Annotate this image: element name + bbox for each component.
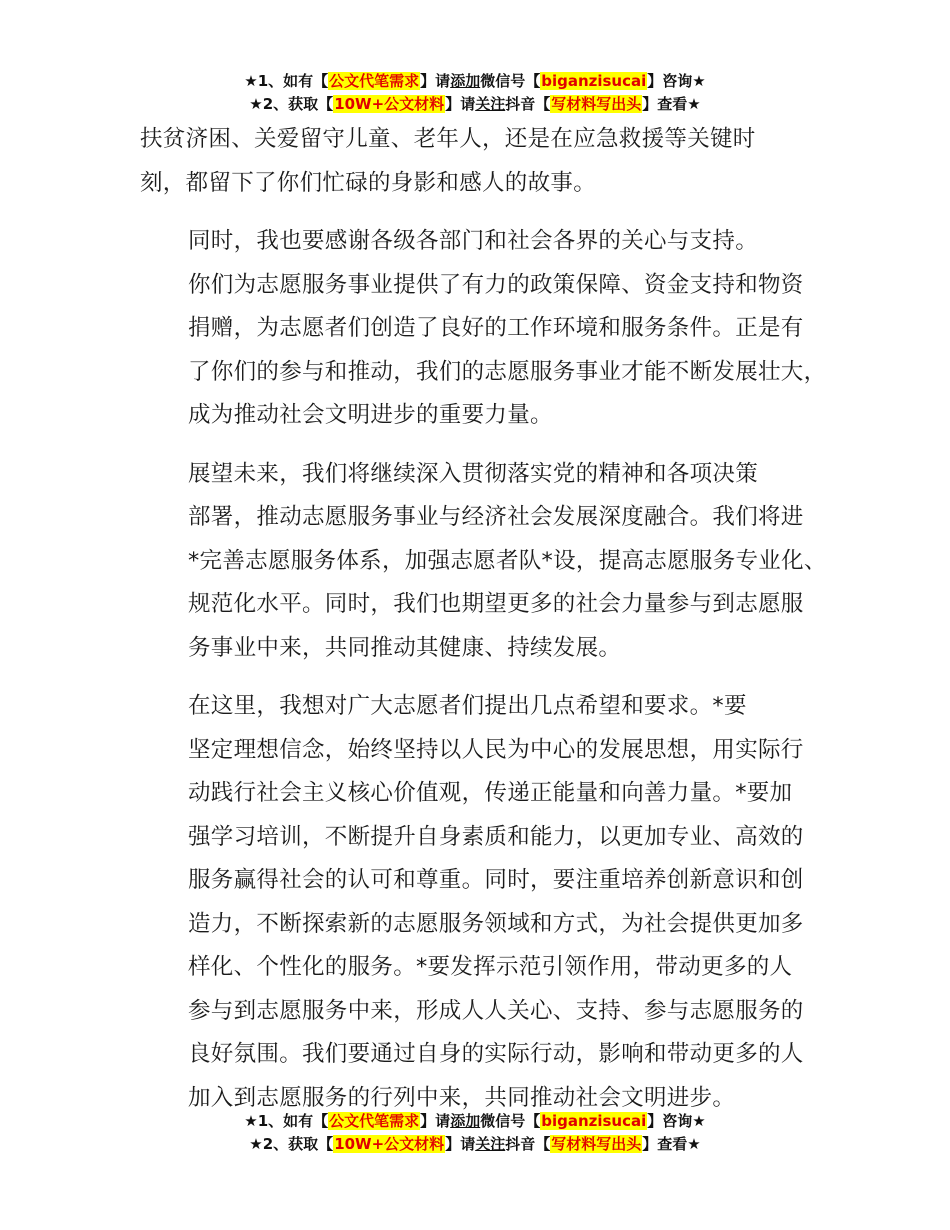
banner-line-1-highlight-wechat: biganzisucai xyxy=(541,72,647,90)
banner-line-2-mid: 】请 xyxy=(445,95,476,113)
footer-banner xyxy=(0,1110,950,1156)
text-line: 样化、个性化的服务。*要发挥示范引领作用，带动更多的人 xyxy=(188,954,793,980)
banner-line-1-action: 添加 xyxy=(450,1112,481,1130)
text-line: 规范化水平。同时，我们也期望更多的社会力量参与到志愿服 xyxy=(188,591,804,617)
banner-line-1-highlight-service: 公文代笔需求 xyxy=(329,1112,420,1130)
text-line: 部署，推动志愿服务事业与经济社会发展深度融合。我们将进 xyxy=(188,504,804,530)
banner-line-2-highlight-douyin: 写材料写出头 xyxy=(551,1135,642,1153)
text-line: 展望未来，我们将继续深入贯彻落实党的精神和各项决策 xyxy=(188,460,759,487)
banner-line-1-highlight-service: 公文代笔需求 xyxy=(329,72,420,90)
banner-line-2-suffix: 】查看★ xyxy=(642,1135,701,1153)
document-body xyxy=(140,118,840,1135)
banner-line-2-action: 关注 xyxy=(475,1135,506,1153)
text-line: 同时，我也要感谢各级各部门和社会各界的关心与支持。 xyxy=(188,228,759,254)
text-line: 强学习培训，不断提升自身素质和能力，以更加专业、高效的 xyxy=(188,823,804,850)
text-line: 你们为志愿服务事业提供了有力的政策保障、资金支持和物资 xyxy=(188,271,804,298)
banner-line-2-mid: 】请 xyxy=(445,1135,476,1153)
text-line: 加入到志愿服务的行列中来，共同推动社会文明进步。 xyxy=(188,1084,736,1111)
banner-line-1-suffix: 】咨询★ xyxy=(647,72,706,90)
banner-line-2-mid2: 抖音【 xyxy=(505,1135,551,1153)
banner-line-1 xyxy=(0,70,950,93)
banner-line-1-mid: 】请 xyxy=(420,72,451,90)
banner-line-2 xyxy=(0,93,950,116)
banner-line-2-highlight-materials: 10W+公文材料 xyxy=(334,95,445,113)
banner-line-1 xyxy=(0,1110,950,1133)
banner-line-2-highlight-materials: 10W+公文材料 xyxy=(334,1135,445,1153)
banner-line-2-suffix: 】查看★ xyxy=(642,95,701,113)
banner-line-1-mid: 】请 xyxy=(420,1112,451,1130)
text-line: 服务赢得社会的认可和尊重。同时，要注重培养创新意识和创 xyxy=(188,867,804,893)
paragraph-4 xyxy=(140,685,840,1120)
banner-line-1-highlight-wechat: biganzisucai xyxy=(541,1112,647,1130)
text-line: *完善志愿服务体系，加强志愿者队*设，提高志愿服务专业化、 xyxy=(188,547,827,574)
banner-line-2-mid2: 抖音【 xyxy=(505,95,551,113)
text-line: 成为推动社会文明进步的重要力量。 xyxy=(188,402,553,428)
paragraph-1 xyxy=(140,118,840,205)
banner-line-2-prefix: ★2、获取【 xyxy=(249,1135,334,1153)
text-line: 造力，不断探索新的志愿服务领域和方式，为社会提供更加多 xyxy=(188,910,804,937)
banner-line-1-action: 添加 xyxy=(450,72,481,90)
paragraph-3 xyxy=(140,453,840,671)
banner-line-1-mid2: 微信号【 xyxy=(480,72,541,90)
text-line: 坚定理想信念，始终坚持以人民为中心的发展思想，用实际行 xyxy=(188,736,804,763)
header-banner xyxy=(0,70,950,116)
banner-line-1-prefix: ★1、如有【 xyxy=(244,1112,329,1130)
banner-line-1-prefix: ★1、如有【 xyxy=(244,72,329,90)
text-line: 在这里，我想对广大志愿者们提出几点希望和要求。*要 xyxy=(188,693,747,719)
text-line: 务事业中来，共同推动其健康、持续发展。 xyxy=(188,634,622,661)
paragraph-2 xyxy=(140,220,840,438)
text-line: 参与到志愿服务中来，形成人人关心、支持、参与志愿服务的 xyxy=(188,997,804,1024)
banner-line-2-prefix: ★2、获取【 xyxy=(249,95,334,113)
banner-line-2 xyxy=(0,1133,950,1156)
banner-line-2-highlight-douyin: 写材料写出头 xyxy=(551,95,642,113)
text-line: 良好氛围。我们要通过自身的实际行动，影响和带动更多的人 xyxy=(188,1041,804,1067)
text-line: 了你们的参与和推动，我们的志愿服务事业才能不断发展壮大， xyxy=(188,358,827,385)
banner-line-1-mid2: 微信号【 xyxy=(480,1112,541,1130)
banner-line-2-action: 关注 xyxy=(475,95,506,113)
banner-line-1-suffix: 】咨询★ xyxy=(647,1112,706,1130)
text-line: 扶贫济困、关爱留守儿童、老年人，还是在应急救援等关键时 xyxy=(140,126,756,152)
text-line: 动践行社会主义核心价值观，传递正能量和向善力量。*要加 xyxy=(188,780,793,806)
text-line: 刻，都留下了你们忙碌的身影和感人的故事。 xyxy=(140,169,597,196)
text-line: 捐赠，为志愿者们创造了良好的工作环境和服务条件。正是有 xyxy=(188,315,804,341)
